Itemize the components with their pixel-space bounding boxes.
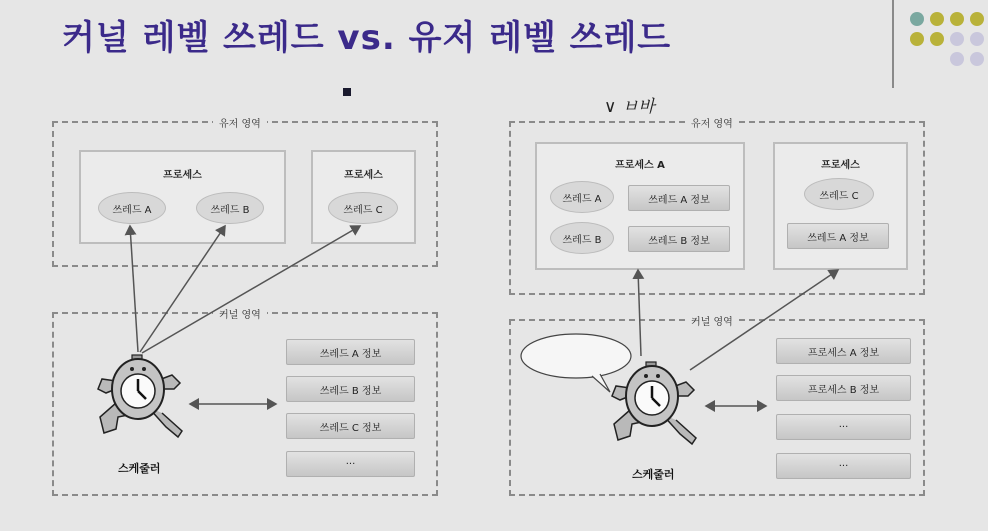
left-scheduler-clock-icon <box>98 355 182 437</box>
left-scheduler-label: 스케줄러 <box>118 462 161 475</box>
right-process-b-title: 프로세스 <box>821 160 860 171</box>
left-thread-c: 쓰레드 C <box>328 192 398 224</box>
right-thread-b-info: 쓰레드 B 정보 <box>628 226 730 252</box>
right-scheduler-clock-icon <box>612 362 696 444</box>
speech-bubble <box>521 334 631 392</box>
right-arrow-to-process-a <box>638 270 641 356</box>
right-kernel-info-2: 프로세스 B 정보 <box>776 375 911 401</box>
right-scheduler-label: 스케줄러 <box>632 468 675 481</box>
right-thread-c: 쓰레드 C <box>804 178 874 210</box>
left-kernel-info-4: ··· <box>286 451 415 477</box>
left-kernel-info-2: 쓰레드 B 정보 <box>286 376 415 402</box>
right-thread-c-info: 쓰레드 A 정보 <box>787 223 889 249</box>
left-arrow-to-thread-a <box>130 226 138 352</box>
left-arrow-to-thread-b <box>140 226 225 352</box>
left-kernel-area-label: 커널 영역 <box>213 306 267 321</box>
left-thread-b: 쓰레드 B <box>196 192 264 224</box>
right-user-area-label: 유저 영역 <box>685 115 739 130</box>
left-arrow-to-thread-c <box>142 226 360 353</box>
right-thread-b: 쓰레드 B <box>550 222 614 254</box>
left-process-1-title: 프로세스 <box>163 170 202 181</box>
right-kernel-area-label: 커널 영역 <box>685 313 739 328</box>
right-thread-a-info: 쓰레드 A 정보 <box>628 185 730 211</box>
left-thread-a: 쓰레드 A <box>98 192 166 224</box>
left-kernel-info-3: 쓰레드 C 정보 <box>286 413 415 439</box>
left-kernel-info-1: 쓰레드 A 정보 <box>286 339 415 365</box>
right-kernel-info-3: ··· <box>776 414 911 440</box>
right-process-a-title: 프로세스 A <box>615 160 665 171</box>
right-thread-a: 쓰레드 A <box>550 181 614 213</box>
page-title: 커널 레벨 쓰레드 vs. 유저 레벨 쓰레드 <box>62 18 672 58</box>
right-kernel-info-4: ··· <box>776 453 911 479</box>
left-user-area-label: 유저 영역 <box>213 115 267 130</box>
right-kernel-info-1: 프로세스 A 정보 <box>776 338 911 364</box>
right-arrow-to-process-b <box>690 270 838 370</box>
handwritten-note: ∨ ㅂ바 <box>604 97 655 117</box>
left-process-2-title: 프로세스 <box>344 170 383 181</box>
